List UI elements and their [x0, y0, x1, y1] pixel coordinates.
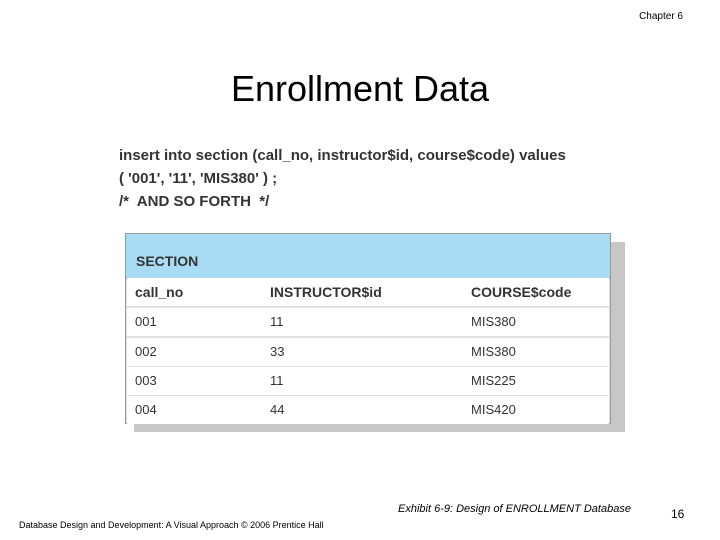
table-cell: MIS225 — [471, 373, 516, 388]
table-name: SECTION — [136, 253, 199, 269]
table-shadow — [134, 424, 625, 432]
table-shadow — [611, 242, 625, 432]
sql-line: /* AND SO FORTH */ — [119, 193, 270, 210]
chapter-label: Chapter 6 — [639, 11, 683, 22]
table-cell: 001 — [135, 314, 157, 329]
table-cell: 004 — [135, 402, 157, 417]
sql-line: ( '001', '11', 'MIS380' ) ; — [119, 170, 278, 187]
table-row — [127, 396, 609, 424]
sql-line: insert into section (call_no, instructor$id, course$code) values — [119, 147, 566, 164]
table-title-bar — [125, 233, 611, 279]
table-row — [127, 338, 609, 366]
table-row — [127, 367, 609, 395]
table-cell: 002 — [135, 344, 157, 359]
table-cell: 11 — [270, 314, 284, 329]
footer-text: Database Design and Development: A Visual Approach © 2006 Prentice Hall — [19, 520, 324, 530]
column-header: COURSE$code — [471, 284, 572, 300]
table-header-row — [127, 278, 609, 306]
exhibit-caption: Exhibit 6-9: Design of ENROLLMENT Database — [398, 503, 631, 515]
column-header: INSTRUCTOR$id — [270, 284, 382, 300]
table-cell: 33 — [270, 344, 285, 359]
slide-title: Enrollment Data — [230, 68, 490, 109]
table-cell: MIS380 — [471, 314, 516, 329]
table-cell: 003 — [135, 373, 157, 388]
table-cell: 11 — [270, 373, 284, 388]
table-cell: MIS420 — [471, 402, 516, 417]
column-header: call_no — [135, 284, 184, 300]
page-number: 16 — [671, 507, 685, 521]
table-row — [127, 308, 609, 336]
table-cell: MIS380 — [471, 344, 516, 359]
sql-code-block — [119, 144, 566, 213]
table-cell: 44 — [270, 402, 285, 417]
